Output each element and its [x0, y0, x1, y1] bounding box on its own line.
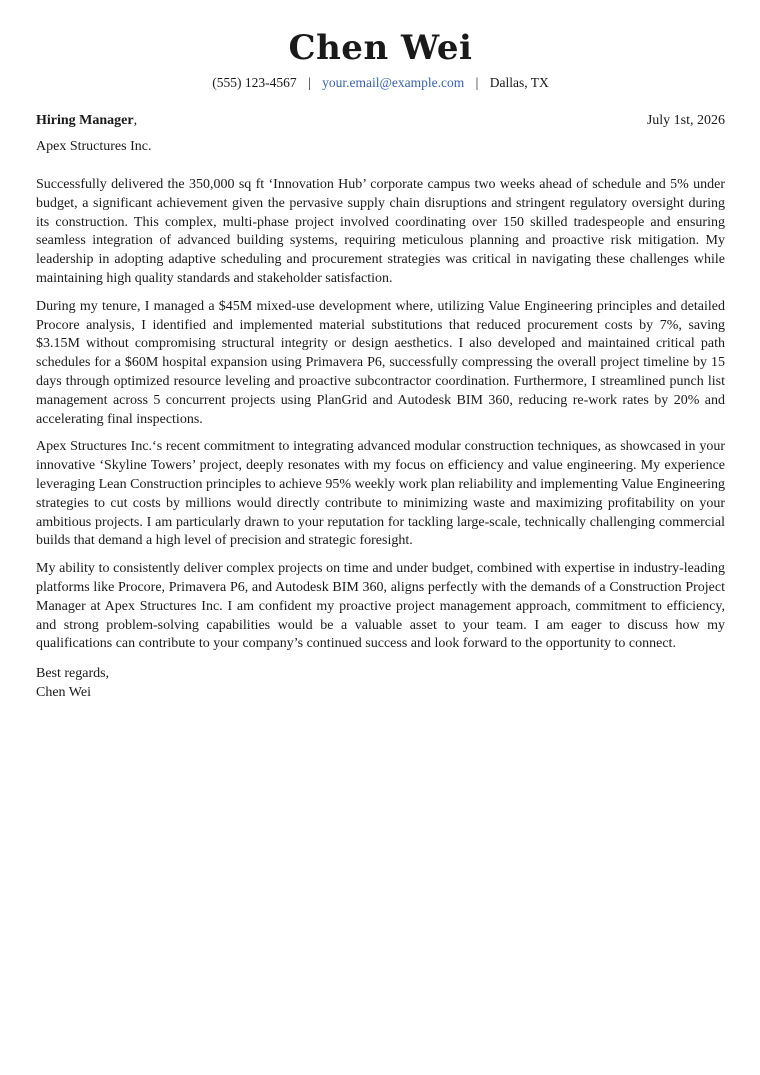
- body-paragraph: My ability to consistently deliver complex projects on time and under budget, combined with expertise in industry-leading platforms like Procore, Primavera P6, and Autodesk BIM 360, aligns perfectly with the demands of a Construction Project Manager at Apex Structures Inc. I am confident my proactive project management approach, commitment to efficiency, and strong problem-solving capabilities would be a valuable asset to your team. I am eager to discuss how my qualifications can contribute to your company’s continued success and look forward to the opportunity to connect.: [36, 561, 725, 652]
- contact-separator: |: [308, 75, 311, 90]
- recipient-date-row: [36, 112, 725, 130]
- applicant-name: Chen Wei: [288, 28, 473, 68]
- letter-body: [36, 176, 725, 654]
- phone-number: (555) 123-4567: [212, 75, 297, 90]
- letter-page: [36, 0, 725, 702]
- closing-block: [36, 664, 725, 702]
- closing-salutation: Best regards,: [36, 666, 110, 682]
- signature-name: Chen Wei: [36, 685, 91, 701]
- recipient-name: Hiring Manager: [36, 113, 134, 128]
- body-paragraph: Successfully delivered the 350,000 sq ft ‘Innovation Hub’ corporate campus two weeks ahead of schedule and 5% under budget, a significant achievement given the pervasive supply chain disruptions and stringent regulatory oversight during its construction. This complex, multi-phase project involved coordinating over 150 skilled tradespeople and ensuring seamless integration of advanced building systems, requiring meticulous planning and proactive risk mitigation. My leadership in adopting adaptive scheduling and procurement strategies was critical in navigating these challenges while maintaining high quality standards and stakeholder satisfaction.: [36, 177, 725, 286]
- recipient-comma: ,: [133, 113, 138, 128]
- recipient-company: Apex Structures Inc.: [36, 139, 152, 154]
- letter-date: July 1st, 2026: [646, 113, 725, 128]
- contact-separator: |: [475, 75, 479, 90]
- body-paragraph: During my tenure, I managed a $45M mixed-use development where, utilizing Value Engineering principles and detailed Procore analysis, I identified and implemented material substitutions that reduced procurement costs by 7%, saving $3.15M without compromising structural integrity or design aesthetics. I also developed and maintained critical path schedules for a $60M hospital expansion using Primavera P6, successfully compressing the overall project timeline by 15 days through optimized resource leveling and proactive subcontractor coordination. Furthermore, I streamlined punch list management across 5 concurrent projects using PlanGrid and Autodesk BIM 360, reducing re-work rates by 20% and accelerating final inspections.: [36, 298, 725, 427]
- recipient-line: [36, 112, 137, 130]
- body-paragraph: Apex Structures Inc.‘s recent commitment to integrating advanced modular construction techniques, as showcased in your innovative ‘Skyline Towers’ project, deeply resonates with my focus on efficiency and value engineering. My experience leveraging Lean Construction principles to achieve 95% weekly work plan reliability and implementing Value Engineering strategies to cut costs by millions would directly contribute to minimizing waste and maximizing profitability on your ambitious projects. I am particularly drawn to your reputation for tackling large-scale, technically challenging commercial builds that demand a high level of precision and strategic foresight.: [36, 439, 725, 549]
- location: Dallas, TX: [489, 75, 549, 90]
- email-link[interactable]: your.email@example.com: [322, 75, 465, 90]
- contact-line: [36, 74, 725, 92]
